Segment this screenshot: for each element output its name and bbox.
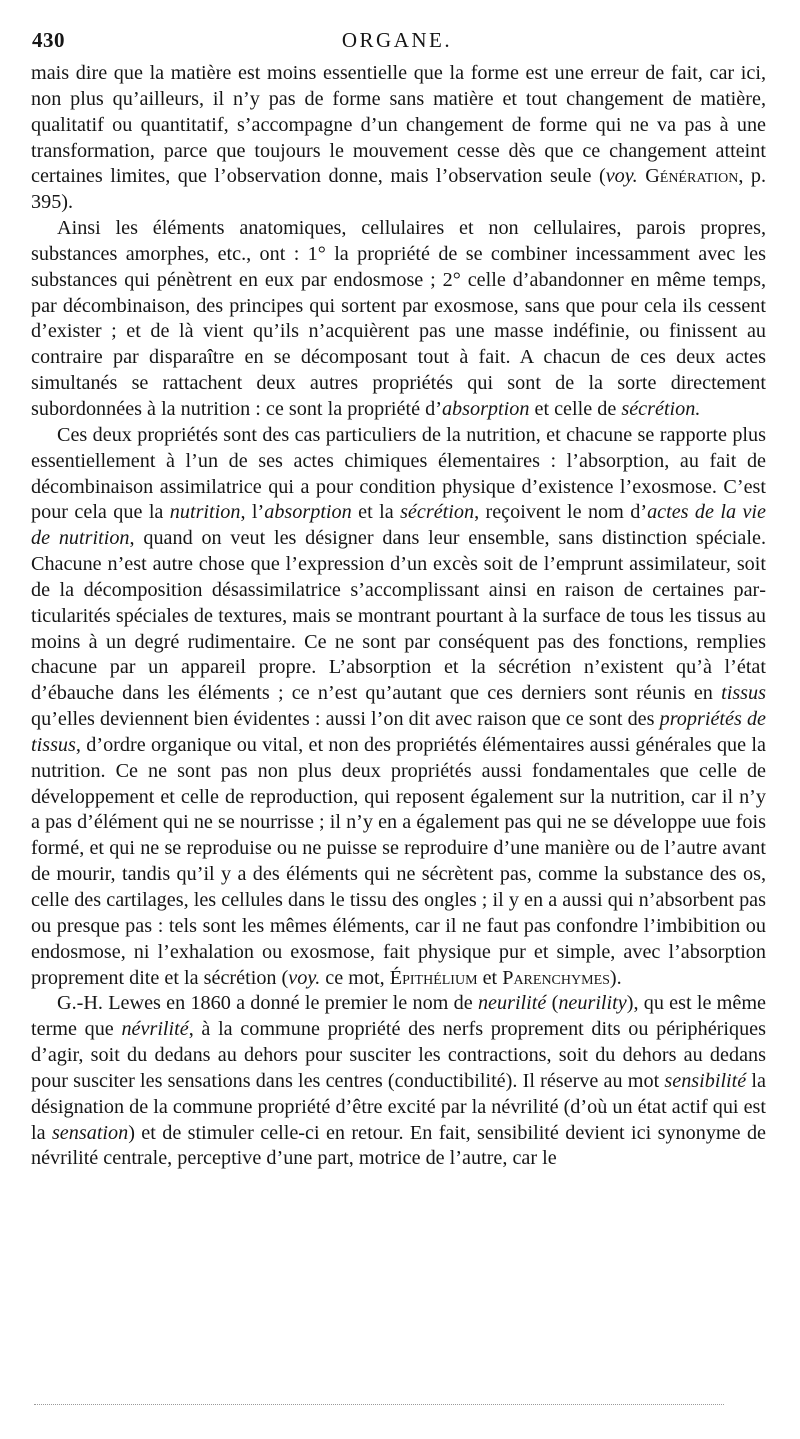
italic-text: neurilité [477, 992, 547, 1015]
text-run: et la [351, 501, 401, 524]
paragraph-3 [31, 423, 766, 992]
text-run: et celle de [529, 397, 622, 420]
running-title: ORGANE. [341, 28, 453, 52]
text-run: qu’elles deviennent bien évidentes : aussi l’on dit avec raison que ce sont des [31, 708, 660, 731]
text-run: Ces deux propriétés sont des cas particuliers de la nutrition, et chacune se rapporte plus essentiellement à l’un de ses actes chimiques élementaires : l’absorption, au fait de décombinaison assimilatrice qui a pour condition physique d’existence l’exosmose. C’est pour cela que la [31, 423, 766, 524]
italic-text: actes de la vie de nutrition [31, 501, 767, 550]
italic-text: nutrition [169, 501, 241, 524]
paragraph-2 [31, 216, 766, 423]
text-run: , p. 395). [31, 165, 767, 214]
italic-text: tissus [721, 682, 766, 705]
text-run: G.-H. Lewes en 1860 a donné le premier le nom de [57, 992, 478, 1015]
text-run: ), qu est le même terme que [31, 992, 766, 1041]
italic-text: sécrétion. [621, 397, 701, 420]
paragraph-1 [31, 61, 766, 216]
small-caps-text: Génération [645, 165, 739, 188]
italic-text: sensibilité [664, 1069, 747, 1092]
italic-text: voy. [605, 165, 638, 188]
text-run: , l’ [240, 501, 265, 524]
body-text [31, 61, 766, 1172]
italic-text: voy. [288, 966, 321, 989]
text-run: ). [609, 966, 622, 989]
italic-text: sécrétion [400, 501, 475, 524]
text-run: la désignation de la commune propriété d’être excité par la névrilité (d’où un état actif qui est la [31, 1069, 766, 1144]
text-run: ) et de stimuler celle-ci en retour. En fait, sensibilité devient ici synonyme de névrilité centrale, perceptive d’une part, motrice de l’autre, car le [31, 1121, 766, 1170]
text-run: et [477, 966, 503, 989]
italic-text: propriétés de tissus [31, 708, 767, 756]
text-run: , à la commune propriété des nerfs proprement dits ou périphériques d’agir, soit du dedans au dehors pour susciter les contractions, soit du dehors au dedans pour susciter les sensations dans les centres (conductibilité). Il réserve au mot [31, 1018, 766, 1092]
text-run: , reçoivent le nom d’ [474, 501, 648, 524]
page-header [30, 28, 764, 58]
italic-text: névrilité [121, 1018, 189, 1041]
text-run: Ainsi les éléments anatomiques, cellulaires et non cellulaires, parois propres, substances amorphes, etc., ont : 1° la propriété de se combiner incessamment avec les substances qui pénètrent en eux par endosmose ; 2° celle d’abandonner en même temps, par décombinaison, des principes qui sortent par exosmose, sans que pour cela ils cessent d’exister ; et de là vient qu’ils n’acquièrent pas une masse indéfinie, ou finissent au contraire par disparaître en se décomposant tout à fait. A chacun de ces deux actes simultanés se rattachent deux autres propriétés qui sont de la sorte directement subordonnées à la nutrition : ce sont la propriété d’ [31, 217, 766, 420]
paragraph-4 [31, 991, 766, 1172]
italic-text: absorption [441, 397, 530, 420]
text-run: ( [546, 992, 559, 1015]
footer-rule [34, 1404, 724, 1405]
text-run: , d’ordre organique ou vital, et non des propriétés élémentaires aussi générales que la nutrition. Ce ne sont pas non plus deux propriétés aussi fondamentales que celle de développement et celle de reproduction, qui reposent également sur la nutrition, car il n’y a pas d’élément qui ne se nourrisse ; il n’y en a également pas qui ne se développe uue fois formé, et qui ne se reproduise ou ne puisse se reproduire d’une manière ou de l’autre avant de mourir, tandis qu’il y a des éléments qui ne sécrètent pas, comme la substance des os, celle des cartilages, les cellules dans le tissu des ongles ; il y en a aussi qui n’absorbent pas ou presque pas : tels sont les mêmes éléments, car il ne faut pas confondre l’imbibition ou endosmose, ni l’exhalation ou exosmose, fait physique pur et simple, avec l’absorption proprement dite et la sécrétion ( [31, 733, 766, 989]
italic-text: absorption [264, 501, 352, 524]
italic-text: neurility [558, 992, 627, 1015]
text-run: , quand on veut les désigner dans leur ensemble, sans distinction spéciale. Chacune n’est autre chose que l’expression d’un excès soit de l’emprunt assimilateur, soit de la décomposition désassimilatrice s’accomplissant ainsi en raison de certaines particularités spéciales de textures, mais se montrant pourtant à la surface de tous les tissus au moins à un degré rudimentaire. Ce ne sont par conséquent pas des fonctions, remplies chacune par un appareil propre. L’absorption et la sécrétion n’existent qu’à l’état d’ébauche dans les éléments ; ce n’est qu’autant que ces derniers sont réunis en [31, 527, 766, 705]
text-run: ce mot, [320, 966, 390, 989]
small-caps-text: Épithélium [389, 966, 478, 989]
italic-text: sensation [51, 1121, 129, 1144]
small-caps-text: Parenchymes [502, 966, 610, 989]
page-number: 430 [32, 28, 65, 52]
text-run: mais dire que la matière est moins essentielle que la forme est une erreur de fait, car ici, non plus qu’ailleurs, il n’y pas de forme sans matière et tout changement de matière, qualitatif ou quantitatif, s’accompagne d’un changement de forme qui ne va pas à une transformation, parce que toujours le mouvement cesse dès que ce changement atteint certaines limites, que l’observation donne, mais l’observation seule ( [31, 62, 766, 188]
